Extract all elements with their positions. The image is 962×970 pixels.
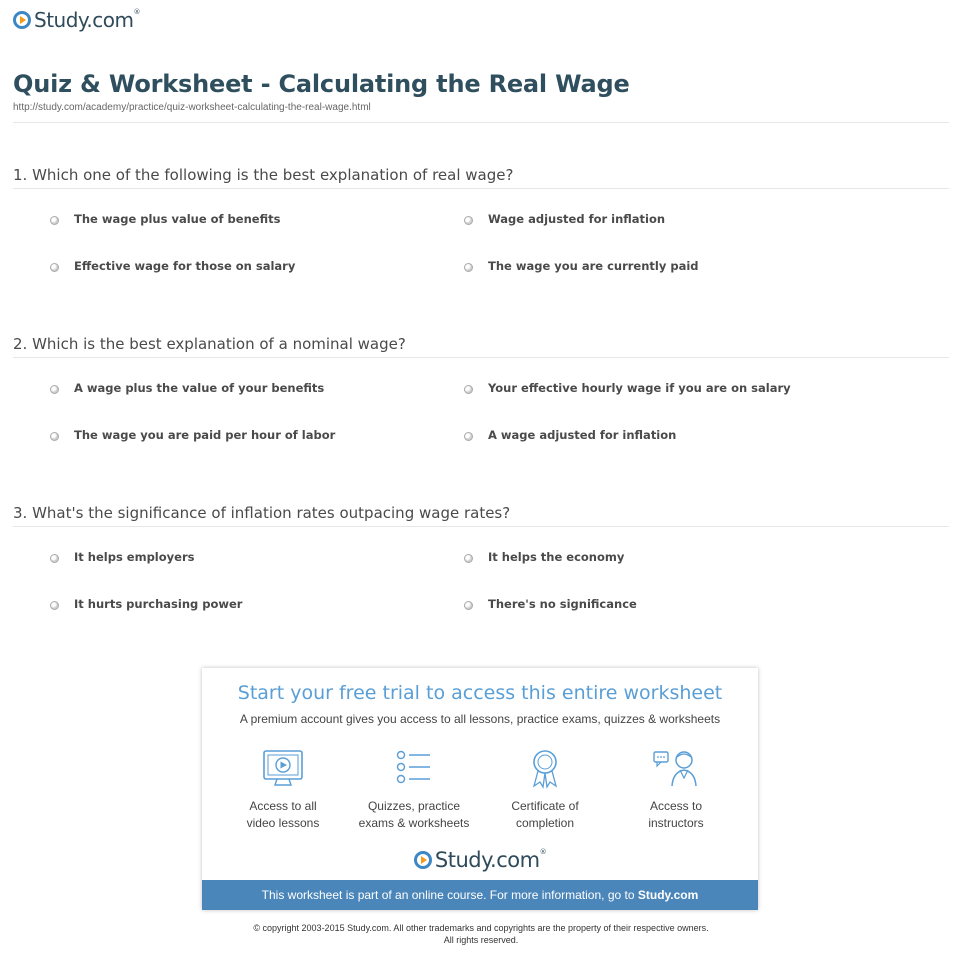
study-logo-icon (414, 851, 432, 869)
answer-option[interactable] (50, 212, 280, 226)
feature-label-line: instructors (648, 816, 704, 830)
feature-label-line: Access to (649, 799, 703, 813)
radio-button-icon[interactable] (50, 432, 59, 441)
answer-option[interactable] (50, 550, 194, 564)
copyright (0, 922, 962, 946)
answer-option[interactable] (50, 597, 242, 611)
option-label: It hurts purchasing power (74, 597, 243, 611)
answer-option[interactable] (464, 428, 676, 442)
free-trial-promo[interactable] (202, 668, 758, 910)
list-icon (392, 748, 436, 790)
radio-button-icon[interactable] (50, 263, 59, 272)
answer-option[interactable] (464, 597, 637, 611)
radio-button-icon[interactable] (464, 554, 473, 563)
option-label: The wage plus value of benefits (74, 212, 281, 226)
option-label: There's no significance (488, 597, 637, 611)
copyright-line: © copyright 2003-2015 Study.com. All other trademarks and copyrights are the property of their respective owners. (253, 923, 709, 933)
radio-button-icon[interactable] (50, 216, 59, 225)
divider (13, 357, 949, 358)
promo-bar-text: This worksheet is part of an online course. For more information, go to (261, 888, 635, 902)
option-label: Effective wage for those on salary (74, 259, 296, 273)
option-label: A wage plus the value of your benefits (74, 381, 325, 395)
question-3: 3. What's the significance of inflation rates outpacing wage rates? (13, 504, 511, 522)
feature-instructors (611, 748, 741, 832)
radio-button-icon[interactable] (50, 385, 59, 394)
promo-info-bar (202, 880, 758, 910)
feature-label-line: Certificate of (511, 799, 579, 813)
answer-option[interactable] (50, 428, 335, 442)
option-label: The wage you are paid per hour of labor (74, 428, 336, 442)
study-logo[interactable] (13, 8, 140, 32)
answer-option[interactable] (50, 259, 295, 273)
radio-button-icon[interactable] (464, 263, 473, 272)
radio-button-icon[interactable] (464, 601, 473, 610)
promo-study-logo[interactable] (202, 848, 758, 872)
page-url[interactable]: http://study.com/academy/practice/quiz-worksheet-calculating-the-real-wage.html (13, 102, 371, 113)
option-label: A wage adjusted for inflation (488, 428, 677, 442)
feature-quizzes (349, 748, 479, 832)
radio-button-icon[interactable] (50, 601, 59, 610)
option-label: It helps the economy (488, 550, 625, 564)
brand-name: Study.com (34, 8, 134, 32)
answer-option[interactable] (464, 259, 699, 273)
feature-label-line: video lessons (246, 816, 320, 830)
answer-option[interactable] (50, 381, 324, 395)
radio-button-icon[interactable] (464, 432, 473, 441)
answer-option[interactable] (464, 381, 791, 395)
answer-option[interactable] (464, 550, 624, 564)
brand-mark: ® (133, 8, 140, 16)
brand-name: Study.com (434, 848, 540, 872)
copyright-line: All rights reserved. (443, 935, 519, 945)
question-1: 1. Which one of the following is the best explanation of real wage? (13, 166, 514, 184)
divider (13, 188, 949, 189)
feature-label-line: exams & worksheets (358, 816, 470, 830)
feature-label-line: Quizzes, practice (367, 799, 461, 813)
radio-button-icon[interactable] (50, 554, 59, 563)
question-2: 2. Which is the best explanation of a nominal wage? (13, 335, 406, 353)
feature-certificate (480, 748, 610, 832)
option-label: Wage adjusted for inflation (488, 212, 666, 226)
brand-mark: ® (539, 848, 547, 856)
feature-video-lessons (218, 748, 348, 832)
answer-option[interactable] (464, 212, 665, 226)
option-label: It helps employers (74, 550, 195, 564)
option-label: The wage you are currently paid (488, 259, 699, 273)
option-label: Your effective hourly wage if you are on salary (488, 381, 791, 395)
divider (13, 122, 949, 123)
page-title: Quiz & Worksheet - Calculating the Real Wage (13, 70, 630, 98)
study-logo-icon (13, 11, 31, 29)
radio-button-icon[interactable] (464, 385, 473, 394)
certificate-icon (523, 748, 567, 790)
promo-headline[interactable]: Start your free trial to access this entire worksheet (237, 682, 723, 704)
promo-bar-link[interactable]: Study.com (637, 888, 699, 902)
feature-label-line: Access to all (249, 799, 317, 813)
feature-label-line: completion (515, 816, 575, 830)
promo-subline: A premium account gives you access to all lessons, practice exams, quizzes & worksheets (239, 712, 721, 726)
instructor-icon (651, 748, 701, 790)
video-lesson-icon (261, 748, 305, 790)
radio-button-icon[interactable] (464, 216, 473, 225)
divider (13, 526, 949, 527)
